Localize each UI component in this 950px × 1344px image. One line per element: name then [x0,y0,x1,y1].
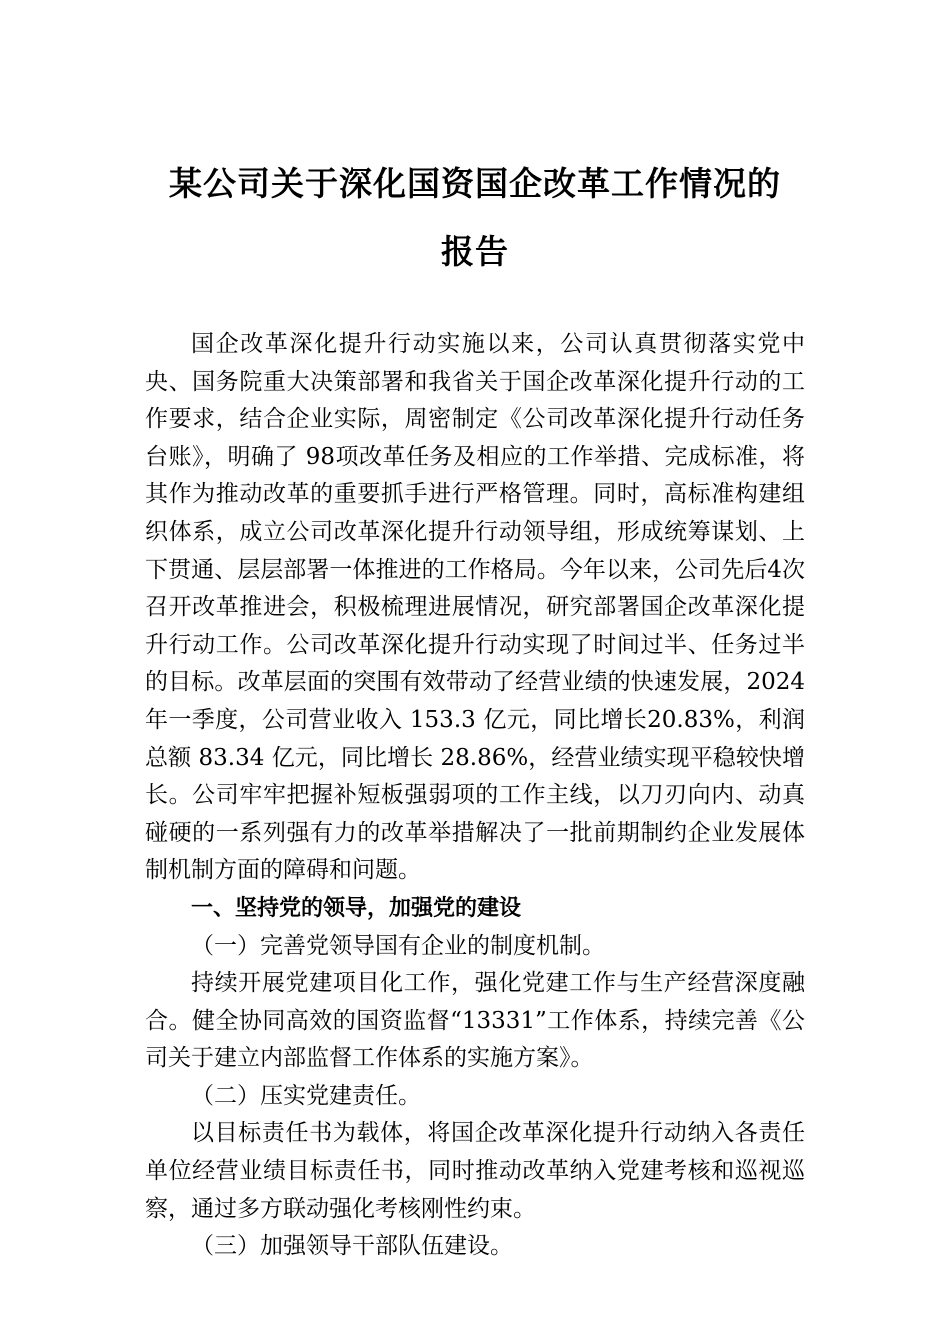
subsection-paragraph-1: 持续开展党建项目化工作，强化党建工作与生产经营深度融合。健全协同高效的国资监督“13331”工作体系，持续完善《公司关于建立内部监督工作体系的实施方案》。 [145,970,805,1072]
subsection-heading-3: （三）加强领导干部队伍建设。 [191,1233,513,1260]
document-title-line2: 报告 [441,232,509,271]
document-title-line1: 某公司关于深化国资国企改革工作情况的 [169,164,781,203]
intro-paragraph: 国企改革深化提升行动实施以来，公司认真贯彻落实党中央、国务院重大决策部署和我省关于国企改革深化提升行动的工作要求，结合企业实际，周密制定《公司改革深化提升行动任务台账》，明确了 98项改革任务及相应的工作举措、完成标准，将其作为推动改革的重要抓手进行严格管理。同时，高标准构建组织体系，成立公司改革深化提升行动领导组，形成统筹谋划、上下贯通、层层部署一体推进的工作格局。今年以来，公司先后4次召开改革推进会，积极梳理进展情况，研究部署国企改革深化提升行动工作。公司改革深化提升行动实现了时间过半、任务过半的目标。改革层面的突围有效带动了经营业绩的快速发展，2024 年一季度，公司营业收入 153.3 亿元，同比增长20.83%，利润总额 83.34 亿元，同比增长 28.86%，经营业绩实现平稳较快增长。公司牢牢把握补短板强弱项的工作主线，以刀刃向内、动真碰硬的一系列强有力的改革举措解决了一批前期制约企业发展体制机制方面的障碍和问题。 [145,331,805,884]
section-heading-1: 一、坚持党的领导，加强党的建设 [191,895,522,921]
subsection-heading-2: （二）压实党建责任。 [191,1082,421,1109]
subsection-paragraph-2: 以目标责任书为载体，将国企改革深化提升行动纳入各责任单位经营业绩目标责任书，同时推动改革纳入党建考核和巡视巡察，通过多方联动强化考核刚性约束。 [145,1120,805,1222]
subsection-heading-1: （一）完善党领导国有企业的制度机制。 [191,932,605,959]
document-body [145,326,805,1266]
